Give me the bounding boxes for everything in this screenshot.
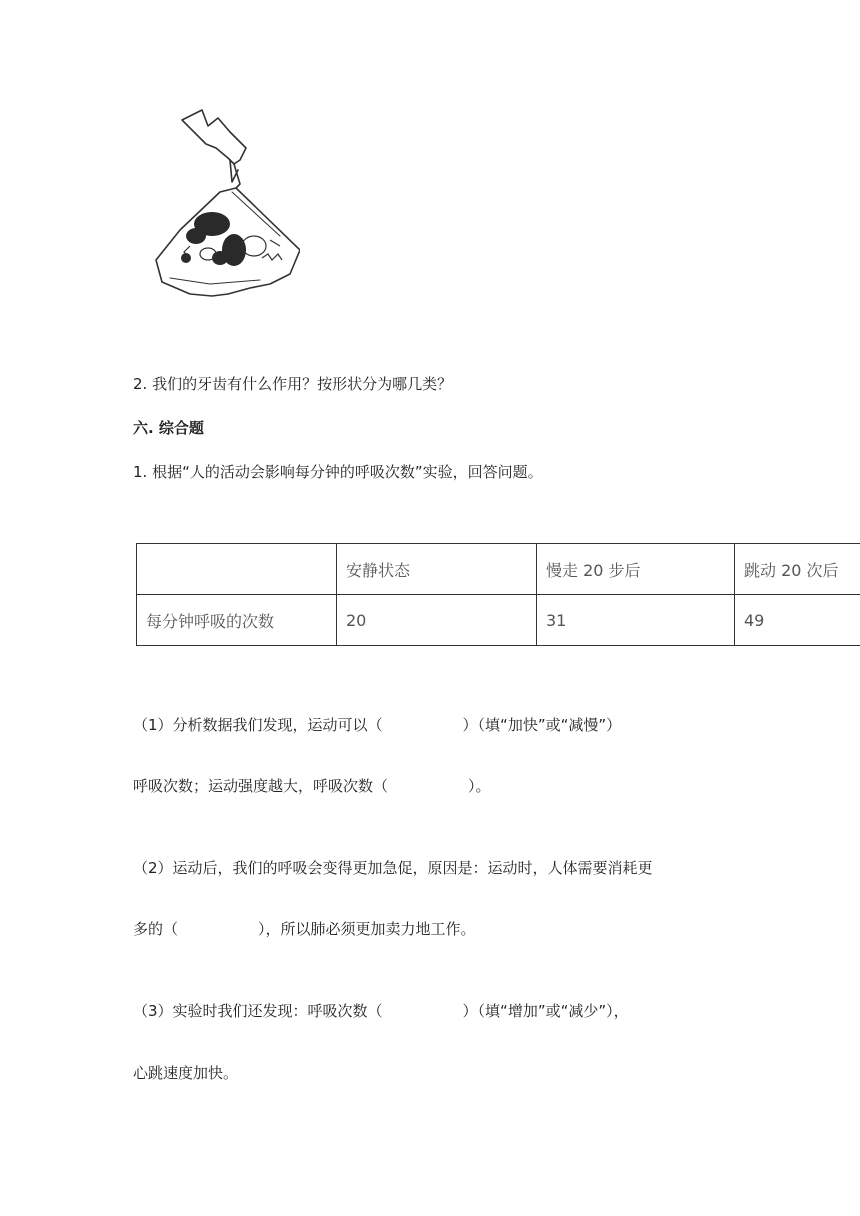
sub-question-1-line-1 bbox=[133, 715, 621, 735]
food-bag-illustration bbox=[150, 108, 300, 308]
sub2-line2-prefix: 多的（ bbox=[133, 920, 179, 938]
table-cell: 31 bbox=[537, 595, 735, 646]
sub2-line2-suffix: ），所以肺必须更加卖力地工作。 bbox=[258, 920, 476, 938]
table-cell: 20 bbox=[337, 595, 537, 646]
sub-question-1-line-2 bbox=[133, 776, 491, 796]
table-header-cell bbox=[137, 544, 337, 595]
table-header-row bbox=[137, 544, 860, 595]
sub-question-3-line-1 bbox=[133, 1001, 629, 1021]
sub1-suffix: ）（填“加快”或“减慢”） bbox=[462, 716, 622, 734]
sub1-prefix: （1）分析数据我们发现，运动可以（ bbox=[133, 716, 383, 734]
sub-question-2-line-1: （2）运动后，我们的呼吸会变得更加急促，原因是：运动时，人体需要消耗更 bbox=[133, 859, 653, 877]
question-2: 2. 我们的牙齿有什么作用？按形状分为哪几类？ bbox=[133, 375, 453, 393]
table-header-cell: 慢走 20 步后 bbox=[537, 544, 735, 595]
sub3-prefix: （3）实验时我们还发现：呼吸次数（ bbox=[133, 1002, 383, 1020]
table-header-cell: 安静状态 bbox=[337, 544, 537, 595]
table-row-label: 每分钟呼吸的次数 bbox=[137, 595, 337, 646]
section-title: 六. 综合题 bbox=[133, 419, 204, 437]
sub-question-3-line-2: 心跳速度加快。 bbox=[133, 1064, 239, 1082]
table-cell: 49 bbox=[735, 595, 860, 646]
table-header-cell: 跳动 20 次后 bbox=[735, 544, 860, 595]
sub3-suffix: ）（填“增加”或“减少”）， bbox=[462, 1002, 629, 1020]
sub1-line2-suffix: ）。 bbox=[468, 777, 491, 795]
sub-question-2-line-2 bbox=[133, 919, 476, 939]
question-1: 1. 根据“人的活动会影响每分钟的呼吸次数”实验，回答问题。 bbox=[133, 463, 543, 481]
table-row bbox=[137, 595, 860, 646]
sub1-line2-prefix: 呼吸次数；运动强度越大，呼吸次数（ bbox=[133, 777, 389, 795]
breathing-data-table bbox=[136, 543, 860, 646]
